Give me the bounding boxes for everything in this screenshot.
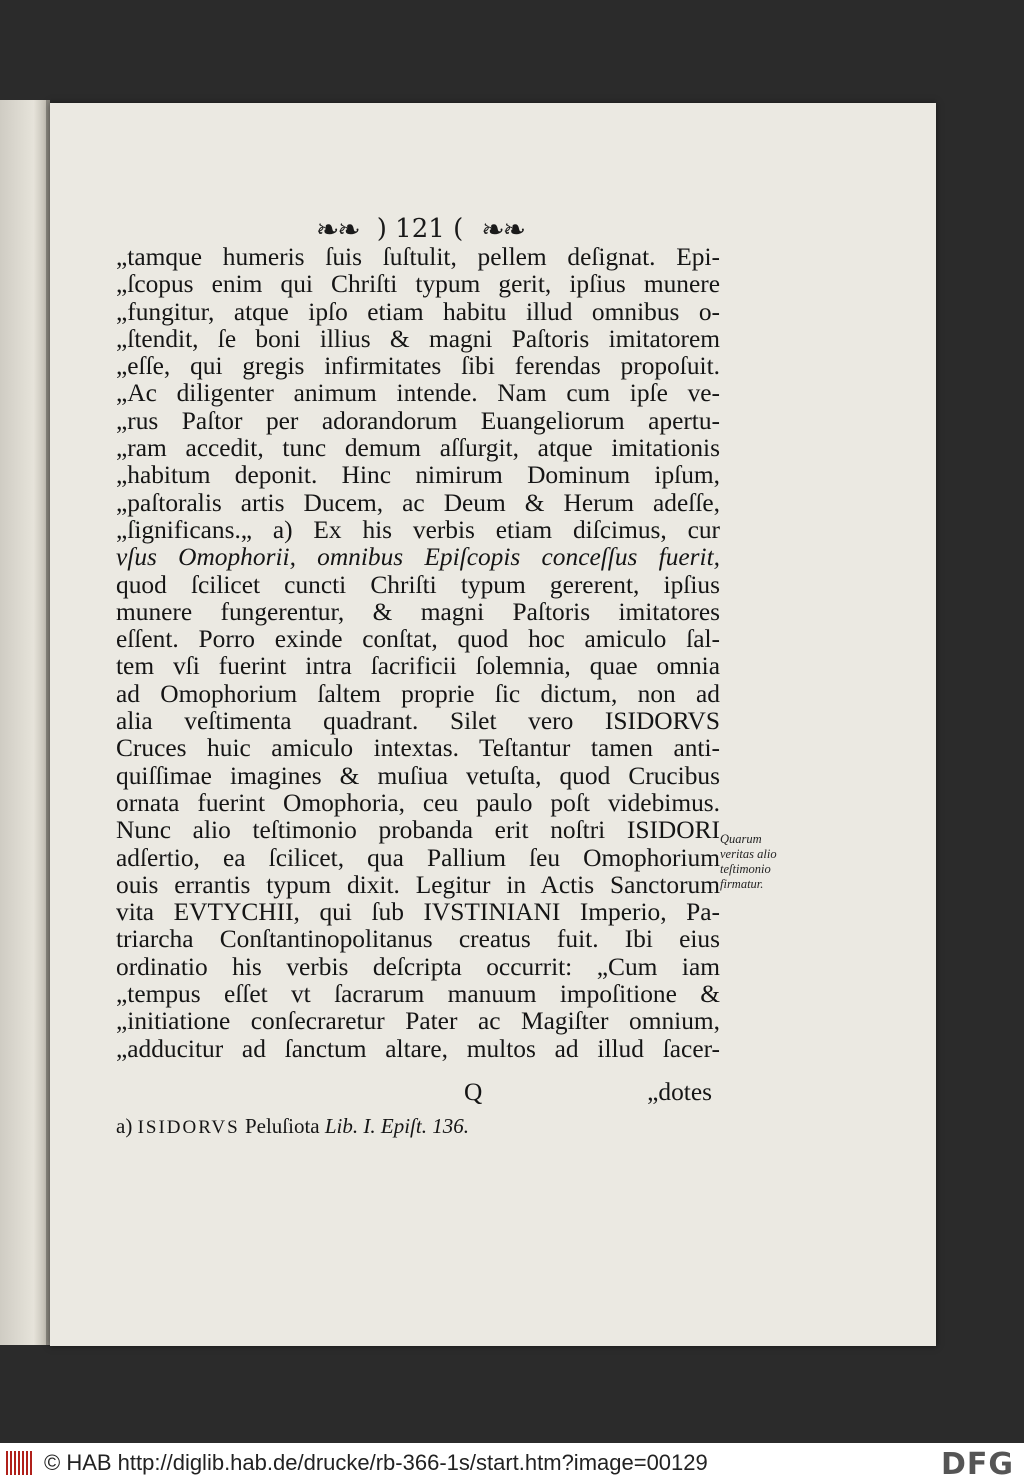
body-text — [116, 244, 720, 1063]
text-line: ordinatio his verbis deſcripta occurrit: „Cum iam — [116, 952, 720, 981]
text-line: ad Omophorium ſaltem proprie ſic dictum, non ad — [116, 679, 720, 708]
catchword: „dotes — [647, 1078, 712, 1106]
footnote-ref-epistle: Epiſt. 136. — [380, 1114, 469, 1138]
margin-note-line: veritas alio — [720, 847, 777, 861]
text-line: „ſcopus enim qui Chriſti typum gerit, ipſius munere — [116, 270, 720, 299]
text-line: „initiatione conſecraretur Pater ac Magiſter omnium, — [116, 1007, 720, 1036]
text-line: quiſſimae imagines & muſiua vetuſta, quod Crucibus — [116, 761, 720, 790]
left-page-edge — [0, 100, 48, 1345]
text-line: tem vſi fuerint intra ſacrificii ſolemnia, quae omnia — [116, 652, 720, 681]
text-line: adſertio, ea ſcilicet, qua Pallium ſeu Omophorium — [116, 843, 720, 872]
text-line: ouis errantis typum dixit. Legitur in Actis Sanctorum — [116, 870, 720, 899]
text-line: „Ac diligenter animum intende. Nam cum ipſe ve- — [116, 379, 720, 408]
text-line: „ſignificans.„ a) Ex his verbis etiam diſcimus, cur — [116, 515, 720, 544]
dfg-logo: DFG — [940, 1447, 1014, 1482]
text-line: „adducitur ad ſanctum altare, multos ad illud ſacer- — [116, 1034, 720, 1063]
text-line: „rus Paſtor per adorandorum Euangeliorum apertu- — [116, 406, 720, 435]
margin-note — [720, 832, 820, 892]
signature-mark: Q — [464, 1078, 483, 1106]
text-line: munere fungerentur, & magni Paſtoris imitatores — [116, 597, 720, 626]
margin-note-line: firmatur. — [720, 877, 764, 891]
text-line: quod ſcilicet cuncti Chriſti typum gererent, ipſius — [116, 570, 720, 599]
text-line: „ſtendit, ſe boni illius & magni Paſtoris imitatorem — [116, 324, 720, 353]
footnote-author: ISIDORVS — [137, 1117, 240, 1138]
text-line: „paſtoralis artis Ducem, ac Deum & Herum adeſſe, — [116, 488, 720, 517]
margin-note-line: Quarum — [720, 832, 762, 846]
text-line: alia veſtimenta quadrant. Silet vero ISIDORVS — [116, 707, 720, 736]
text-line: „ram accedit, tunc demum aſſurgit, atque imitationis — [116, 434, 720, 463]
ornament-right-icon: ❧❧ — [481, 212, 525, 246]
ornament-left-icon: ❧❧ — [315, 212, 359, 246]
text-line: ornata fuerint Omophoria, ceu paulo poſt videbimus. — [116, 788, 720, 817]
text-line: „tamque humeris ſuis ſuſtulit, pellem deſignat. Epi- — [116, 243, 720, 271]
page-header — [310, 212, 530, 246]
text-line: „tempus eſſet vt ſacrarum manuum impoſitione & — [116, 980, 720, 1009]
text-line: Cruces huic amiculo intextas. Teſtantur tamen anti- — [116, 734, 720, 763]
footnote-ref-book: Lib. I. — [324, 1114, 376, 1138]
text-line: vita EVTYCHII, qui ſub IVSTINIANI Imperio, Pa- — [116, 898, 720, 927]
footnote-text: Peluſiota — [244, 1114, 320, 1138]
footer-bar — [0, 1443, 1024, 1483]
footnote — [116, 1114, 716, 1139]
text-line: „eſſe, qui gregis infirmitates ſibi ferendas propoſuit. — [116, 352, 720, 381]
page-number: ) 121 ( — [376, 214, 464, 244]
text-line: „fungitur, atque ipſo etiam habitu illud omnibus o- — [116, 297, 720, 326]
text-line: Nunc alio teſtimonio probanda erit noſtri ISIDORI — [116, 816, 720, 845]
copyright-link[interactable]: © HAB http://diglib.hab.de/drucke/rb-366-1s/start.htm?image=00129 — [44, 1450, 708, 1475]
text-line: triarcha Conſtantinopolitanus creatus fuit. Ibi eius — [116, 925, 720, 954]
margin-note-line: teſtimonio — [720, 862, 771, 876]
text-line: „habitum deponit. Hinc nimirum Dominum ipſum, — [116, 461, 720, 490]
text-line: eſſent. Porro exinde conſtat, quod hoc amiculo ſal- — [116, 625, 720, 654]
footnote-marker: a) — [116, 1114, 133, 1138]
text-line: vſus Omophorii, omnibus Epiſcopis conceſſus fuerit, — [116, 543, 720, 572]
hab-logo-icon — [6, 1451, 32, 1475]
signature-line — [116, 1078, 720, 1108]
